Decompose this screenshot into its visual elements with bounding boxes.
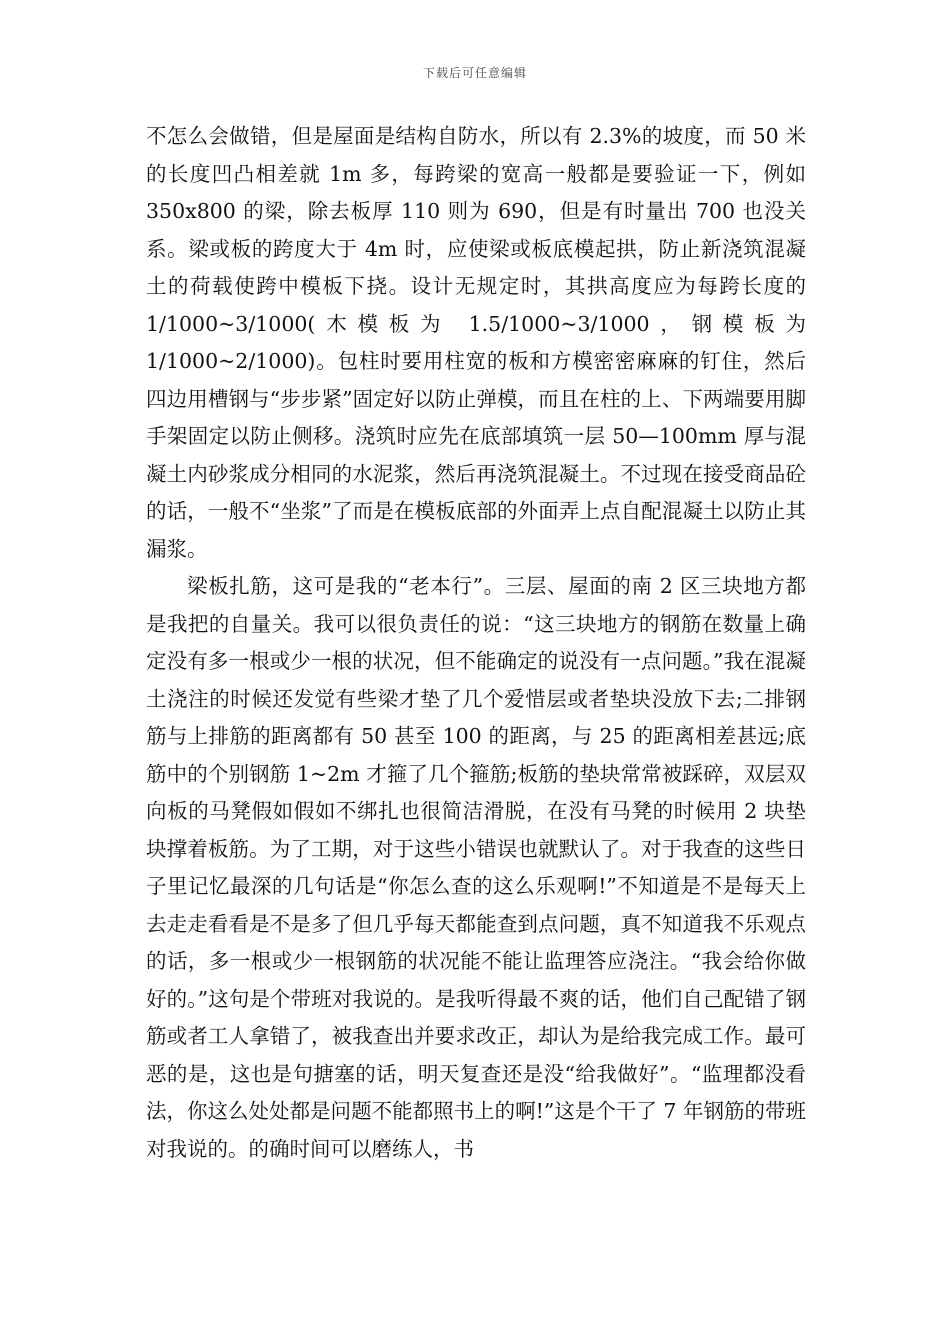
paragraph: 梁板扎筋，这可是我的“老本行”。三层、屋面的南 2 区三块地方都是我把的自量关。我可以很负责任的说：“这三块地方的钢筋在数量上确定没有多一根或少一根的状况，但不能确定的说没有一点问题。”我在混凝土浇注的时候还发觉有些梁才垫了几个爱惜层或者垫块没放下去;二排钢筋与上排筋的距离都有 50 甚至 100 的距离，与 25 的距离相差甚远;底筋中的个别钢筋 1~2m 才箍了几个箍筋;板筋的垫块常常被踩碎，双层双向板的马凳假如假如不绑扎也很简洁滑脱，在没有马凳的时候用 2 块垫块撑着板筋。为了工期，对于这些小错误也就默认了。对于我查的这些日子里记忆最深的几句话是“你怎么查的这么乐观啊!”不知道是不是每天上去走走看看是不是多了但几乎每天都能查到点问题，真不知道我不乐观点的话，多一根或少一根钢筋的状况能不能让监理答应浇注。“我会给你做好的。”这句是个带班对我说的。是我听得最不爽的话，他们自己配错了钢筋或者工人拿错了，被我查出并要求改正，却认为是给我完成工作。最可恶的是，这也是句搪塞的话，明天复查还是没“给我做好”。“监理都没看法，你这么处处都是问题不能都照书上的啊!”这是个干了 7 年钢筋的带班对我说的。的确时间可以磨练人，书 [146,574,806,1161]
body-text [146,118,806,1168]
page-header: 下载后可任意编辑 [422,66,527,80]
paragraph: 不怎么会做错，但是屋面是结构自防水，所以有 2.3%的坡度，而 50 米的长度凹凸相差就 1m 多，每跨梁的宽高一般都是要验证一下，例如 350x800 的梁，除去板厚 110 则为 690，但是有时量出 700 也没关系。梁或板的跨度大于 4m 时，应使梁或板底模起拱，防止新浇筑混凝土的荷载使跨中模板下挠。设计无规定时，其拱高度应为每跨长度的 1/1000~3/1000(木模板为 1.5/1000~3/1000，钢模板为 1/1000~2/1000)。包柱时要用柱宽的板和方模密密麻麻的钉住，然后四边用槽钢与“步步紧”固定好以防止弹模，而且在柱的上、下两端要用脚手架固定以防止侧移。浇筑时应先在底部填筑一层 50—100mm 厚与混凝土内砂浆成分相同的水泥浆，然后再浇筑混凝土。不过现在接受商品砼的话，一般不“坐浆”了而是在模板底部的外面弄上点自配混凝土以防止其漏浆。 [146,124,806,561]
